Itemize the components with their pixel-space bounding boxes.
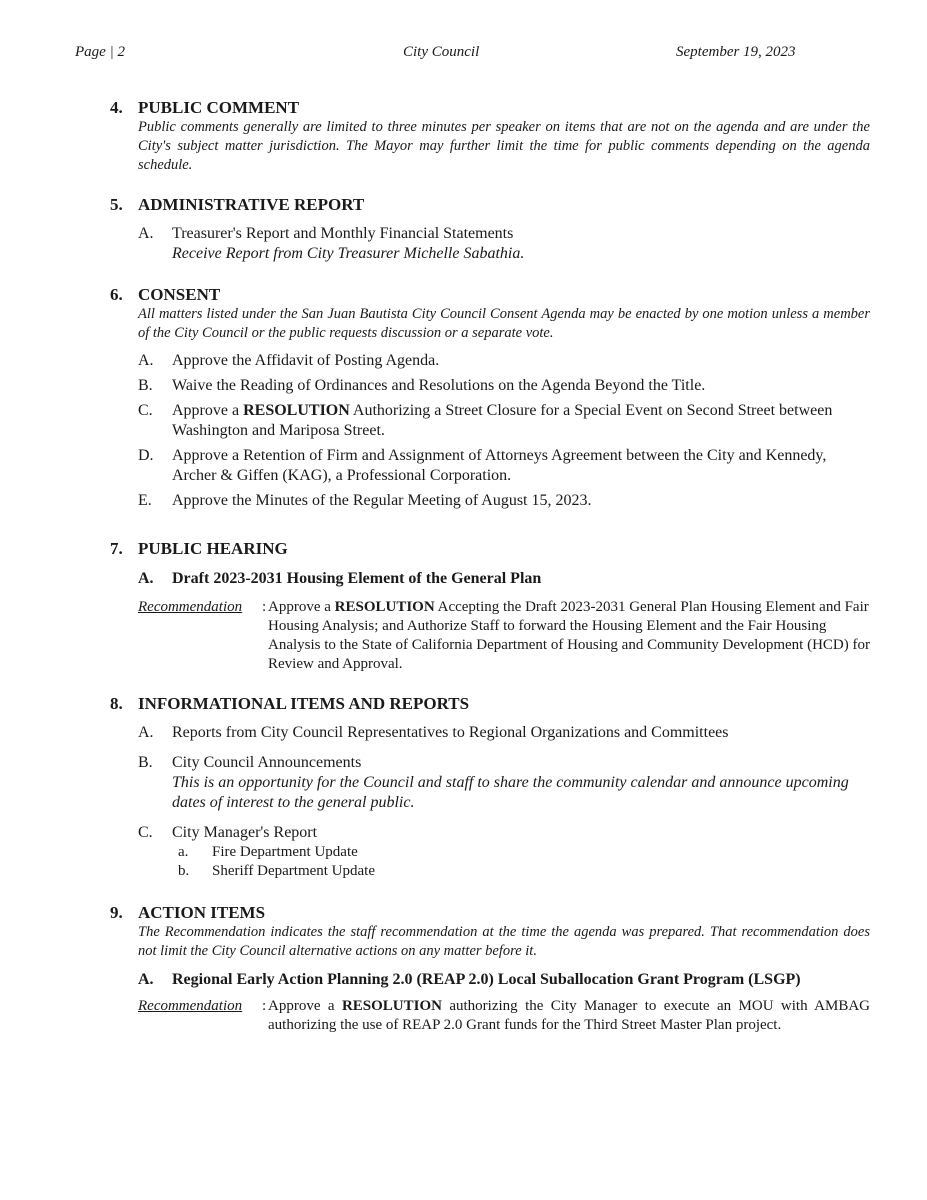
section-heading <box>110 98 870 118</box>
section-informational-items <box>110 694 870 881</box>
section-action-items <box>110 903 870 1035</box>
section-intro: All matters listed under the San Juan Bautista City Council Consent Agenda may be enacted by one motion unless a member of the City Council or the public requests discussion or a separate vote. <box>138 306 870 341</box>
item-text: Approve the Minutes of the Regular Meeting of August 15, 2023. <box>172 492 592 509</box>
sub-item <box>174 843 870 862</box>
recommendation-text-post: authorizing the City Manager to execute an MOU with AMBAG authorizing the use of REAP 2.0 Grant funds for the Third Street Master Plan project. <box>268 998 870 1033</box>
item-letter: A. <box>138 570 154 587</box>
item-title: Regional Early Action Planning 2.0 (REAP 2.0) Local Suballocation Grant Program (LSGP) <box>172 971 801 988</box>
header-title: City Council <box>403 44 480 60</box>
section-number: 4. <box>110 98 123 117</box>
agenda-item <box>138 491 870 511</box>
section-number: 9. <box>110 903 123 922</box>
section-title: CONSENT <box>138 285 221 304</box>
recommendation-text <box>268 997 870 1035</box>
agenda-item <box>138 753 870 813</box>
section-intro: Public comments generally are limited to three minutes per speaker on items that are not on the agenda and are under the City's subject matter jurisdiction. The Mayor may further limit the time for public comments depending on the agenda schedule. <box>138 119 870 173</box>
recommendation-text-bold: RESOLUTION <box>341 998 442 1014</box>
item-letter: C. <box>138 402 153 419</box>
recommendation-label-text: Recommendation <box>138 998 243 1014</box>
item-letter: B. <box>138 377 153 394</box>
item-subtext: This is an opportunity for the Council and staff to share the community calendar and announce upcoming dates of interest to the general public. <box>172 774 849 811</box>
action-item <box>138 970 870 990</box>
item-letter: E. <box>138 492 152 509</box>
item-letter: C. <box>138 824 153 841</box>
item-text: Approve the Affidavit of Posting Agenda. <box>172 352 440 369</box>
sub-item-text: Sheriff Department Update <box>212 863 376 879</box>
item-text: City Council Announcements <box>172 754 362 771</box>
recommendation-label <box>138 997 242 1016</box>
item-text-pre: Approve a <box>172 402 244 419</box>
sub-item-text: Fire Department Update <box>212 844 358 860</box>
item-letter: A. <box>138 352 154 369</box>
section-administrative-report <box>110 195 870 264</box>
item-text-bold: RESOLUTION <box>243 402 350 419</box>
item-letter: A. <box>138 971 154 988</box>
item-subtext: Receive Report from City Treasurer Michelle Sabathia. <box>172 245 525 262</box>
recommendation-label <box>138 598 242 617</box>
section-heading <box>110 903 870 923</box>
item-text: Reports from City Council Representatives to Regional Organizations and Committees <box>172 724 729 741</box>
item-letter: D. <box>138 447 154 464</box>
agenda-item <box>138 401 870 441</box>
agenda-item <box>138 376 870 396</box>
recommendation-text-pre: Approve a <box>268 998 342 1014</box>
page-number: Page | 2 <box>75 44 125 60</box>
section-number: 6. <box>110 285 123 304</box>
item-letter: A. <box>138 724 154 741</box>
item-text-post: Authorizing a Street Closure for a Special Event on Second Street between Washington and Mariposa Street. <box>172 402 833 439</box>
section-title: ACTION ITEMS <box>138 903 266 922</box>
agenda-item <box>138 224 870 264</box>
sub-item-letter: b. <box>178 863 190 879</box>
section-title: PUBLIC HEARING <box>138 539 288 558</box>
agenda-item <box>138 446 870 486</box>
item-letter: B. <box>138 754 153 771</box>
section-number: 7. <box>110 539 123 558</box>
item-text <box>172 401 870 441</box>
agenda-item <box>138 723 870 743</box>
section-heading <box>110 539 870 559</box>
agenda-item <box>138 351 870 371</box>
section-consent <box>110 285 870 511</box>
item-text: Approve a Retention of Firm and Assignment of Attorneys Agreement between the City and Kennedy, Archer & Giffen (KAG), a Professional Corporation. <box>172 447 827 484</box>
section-intro: The Recommendation indicates the staff recommendation at the time the agenda was prepared. That recommendation does not limit the City Council alternative actions on any matter before it. <box>138 924 870 959</box>
recommendation-colon: : <box>262 599 267 615</box>
recommendation <box>138 598 870 674</box>
header-date: September 19, 2023 <box>676 44 796 60</box>
item-title: Draft 2023-2031 Housing Element of the General Plan <box>172 570 542 587</box>
recommendation-text-post: Accepting the Draft 2023-2031 General Plan Housing Element and Fair Housing Analysis; and Authorize Staff to forward the Housing Element and the Fair Housing Analysis to the State of California Department of Housing and Community Development (HCD) for Review and Approval. <box>268 599 870 672</box>
agenda-item <box>138 823 870 881</box>
recommendation <box>138 997 870 1035</box>
section-title: INFORMATIONAL ITEMS AND REPORTS <box>138 694 470 713</box>
recommendation-label-text: Recommendation <box>138 599 243 615</box>
recommendation-colon: : <box>262 998 267 1014</box>
sub-item-letter: a. <box>178 844 189 860</box>
recommendation-text <box>268 598 870 674</box>
hearing-item <box>138 569 870 589</box>
item-text: City Manager's Report <box>172 824 318 841</box>
item-text: Treasurer's Report and Monthly Financial Statements <box>172 225 514 242</box>
section-title: PUBLIC COMMENT <box>138 98 300 117</box>
section-public-comment <box>110 98 870 175</box>
sub-item <box>174 862 870 881</box>
section-heading <box>110 195 870 215</box>
section-title: ADMINISTRATIVE REPORT <box>138 195 365 214</box>
section-number: 5. <box>110 195 123 214</box>
section-heading <box>110 694 870 714</box>
section-heading <box>110 285 870 305</box>
recommendation-text-pre: Approve a <box>268 599 335 615</box>
recommendation-text-bold: RESOLUTION <box>334 599 435 615</box>
item-text: Waive the Reading of Ordinances and Resolutions on the Agenda Beyond the Title. <box>172 377 706 394</box>
section-number: 8. <box>110 694 123 713</box>
item-letter: A. <box>138 225 154 242</box>
section-public-hearing <box>110 539 870 674</box>
